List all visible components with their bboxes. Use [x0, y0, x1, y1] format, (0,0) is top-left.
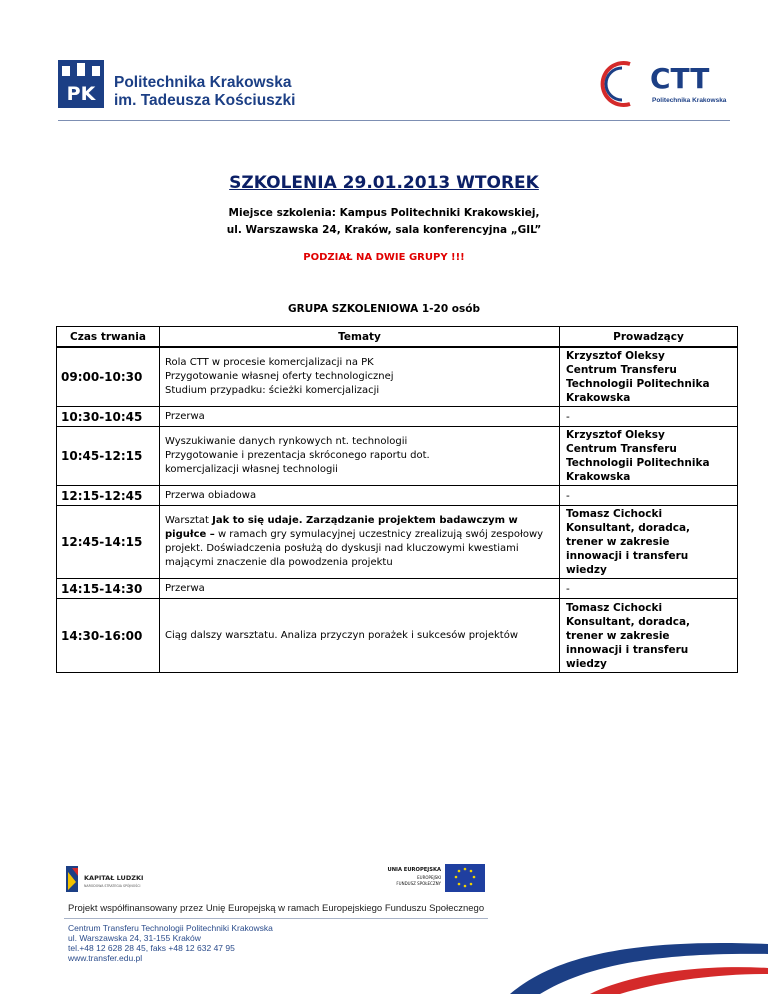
pk-logo-letters: PK: [66, 83, 96, 105]
lead-line: Technologii Politechnika: [566, 457, 710, 469]
lead-line: Tomasz Cichocki: [566, 508, 663, 520]
row-lead: [560, 599, 738, 673]
topic-line: mającymi znaczenie dla powodzenia projektu: [165, 557, 393, 568]
corner-swoosh-decoration: [470, 930, 768, 994]
lead-line: Centrum Transferu: [566, 443, 677, 455]
row-topic: [160, 427, 560, 486]
lead-line: Krzysztof Oleksy: [566, 429, 665, 441]
row-topic: [160, 506, 560, 579]
eu-line-3: FUNDUSZ SPOŁECZNY: [396, 881, 441, 886]
lead-line: Krakowska: [566, 471, 631, 483]
table-row: [57, 486, 738, 506]
cofinancing-note: Projekt współfinansowany przez Unię Europejską w ramach Europejskiego Funduszu Społecznego: [68, 903, 485, 914]
row-time: 12:15-12:45: [57, 486, 160, 506]
topic-line: Przygotowanie i prezentacja skróconego raportu dot.: [165, 450, 430, 461]
lead-line: Konsultant, doradca,: [566, 615, 691, 628]
pk-name: [114, 74, 295, 110]
topic-line: Rola CTT w procesie komercjalizacji na PK: [165, 357, 374, 368]
lead-line: Krakowska: [566, 392, 631, 404]
address-line: ul. Warszawska 24, 31-155 Kraków: [68, 933, 201, 943]
row-topic: Przerwa: [160, 579, 560, 599]
kl-logo-text: KAPITAŁ LUDZKI: [84, 874, 144, 882]
kapital-ludzki-logo: [64, 858, 154, 898]
eu-line-1: UNIA EUROPEJSKA: [387, 867, 441, 873]
location-line-1: Miejsce szkolenia: Kampus Politechniki Krakowskiej,: [228, 207, 540, 219]
location-line-2: ul. Warszawska 24, Kraków, sala konferencyjna „GIL”: [226, 224, 542, 236]
kl-logo-subtext: NARODOWA STRATEGIA SPÓJNOŚCI: [84, 884, 141, 888]
pk-name-line1: Politechnika Krakowska: [114, 74, 292, 91]
row-lead: -: [560, 579, 738, 599]
table-row: [57, 506, 738, 579]
row-time: 10:45-12:15: [57, 427, 160, 486]
lead-line: Technologii Politechnika: [566, 378, 710, 390]
topic-bold: Jak to się udaje. Zarządzanie projektem badawczym w: [212, 515, 518, 526]
topic-line: Studium przypadku: ścieżki komercjalizacji: [165, 385, 380, 396]
row-time: 14:30-16:00: [57, 599, 160, 673]
lead-line: trener w zakresie: [566, 536, 670, 548]
lead-line: wiedzy: [566, 657, 607, 670]
footer-divider: [64, 918, 488, 919]
row-lead: [560, 427, 738, 486]
row-lead: [560, 347, 738, 407]
table-row: [57, 579, 738, 599]
ctt-logo-text: CTT: [650, 62, 710, 95]
lead-line: Konsultant, doradca,: [566, 522, 691, 534]
table-row: [57, 427, 738, 486]
row-lead: -: [560, 486, 738, 506]
row-time: 09:00-10:30: [57, 347, 160, 407]
topic-line: Przygotowanie własnej oferty technologicznej: [165, 371, 394, 382]
lead-line: Centrum Transferu: [566, 364, 677, 376]
lead-line: innowacji i transferu: [566, 643, 689, 656]
ctt-logo-subtitle: Politechnika Krakowska: [652, 97, 727, 104]
eu-efs-logo: [385, 862, 487, 894]
topic-line: Wyszukiwanie danych rynkowych nt. technologii: [165, 436, 408, 447]
header-lead: Prowadzący: [560, 327, 738, 348]
topic-bold: pigułce –: [165, 529, 215, 540]
topic-line: [165, 528, 554, 542]
table-row: [57, 407, 738, 427]
table-row: [57, 347, 738, 407]
topic-line: komercjalizacji własnej technologii: [165, 464, 338, 475]
row-time: 12:45-14:15: [57, 506, 160, 579]
address-line: tel.+48 12 628 28 45, faks +48 12 632 47 95: [68, 943, 235, 953]
topic-prefix: Warsztat: [165, 515, 213, 526]
website-link[interactable]: www.transfer.edu.pl: [68, 953, 143, 963]
lead-line: wiedzy: [566, 564, 607, 576]
topic-text: w ramach gry symulacyjnej uczestnicy zrealizują swój zespołowy: [214, 529, 544, 540]
row-topic: Ciąg dalszy warsztatu. Analiza przyczyn porażek i sukcesów projektów: [160, 599, 560, 673]
lead-line: innowacji i transferu: [566, 550, 689, 562]
row-lead: -: [560, 407, 738, 427]
header-divider: [58, 120, 730, 121]
topic-line: projekt. Doświadczenia posłużą do dyskusji nad kluczowymi kwestiami: [165, 543, 519, 554]
groups-note: PODZIAŁ NA DWIE GRUPY !!!: [303, 252, 465, 263]
table-row: [57, 599, 738, 673]
group-title: GRUPA SZKOLENIOWA 1-20 osób: [287, 303, 480, 315]
address-line: Centrum Transferu Technologii Politechniki Krakowska: [68, 923, 273, 933]
header-time: Czas trwania: [57, 327, 160, 348]
row-topic: Przerwa: [160, 407, 560, 427]
row-time: 14:15-14:30: [57, 579, 160, 599]
lead-line: trener w zakresie: [566, 629, 670, 642]
row-topic: [160, 347, 560, 407]
eu-line-2: EUROPEJSKI: [417, 875, 441, 880]
row-time: 10:30-10:45: [57, 407, 160, 427]
table-header-row: [57, 327, 738, 348]
ctt-logo: [600, 58, 730, 110]
topic-line: [165, 514, 554, 528]
lead-line: Krzysztof Oleksy: [566, 350, 665, 362]
row-topic: Przerwa obiadowa: [160, 486, 560, 506]
pk-logo: [58, 60, 104, 108]
lead-line: Tomasz Cichocki: [566, 601, 663, 614]
schedule-table: [56, 326, 738, 673]
header-topics: Tematy: [160, 327, 560, 348]
row-lead: [560, 506, 738, 579]
page-title: SZKOLENIA 29.01.2013 WTOREK: [229, 173, 539, 193]
pk-name-line2: im. Tadeusza Kościuszki: [114, 92, 296, 109]
